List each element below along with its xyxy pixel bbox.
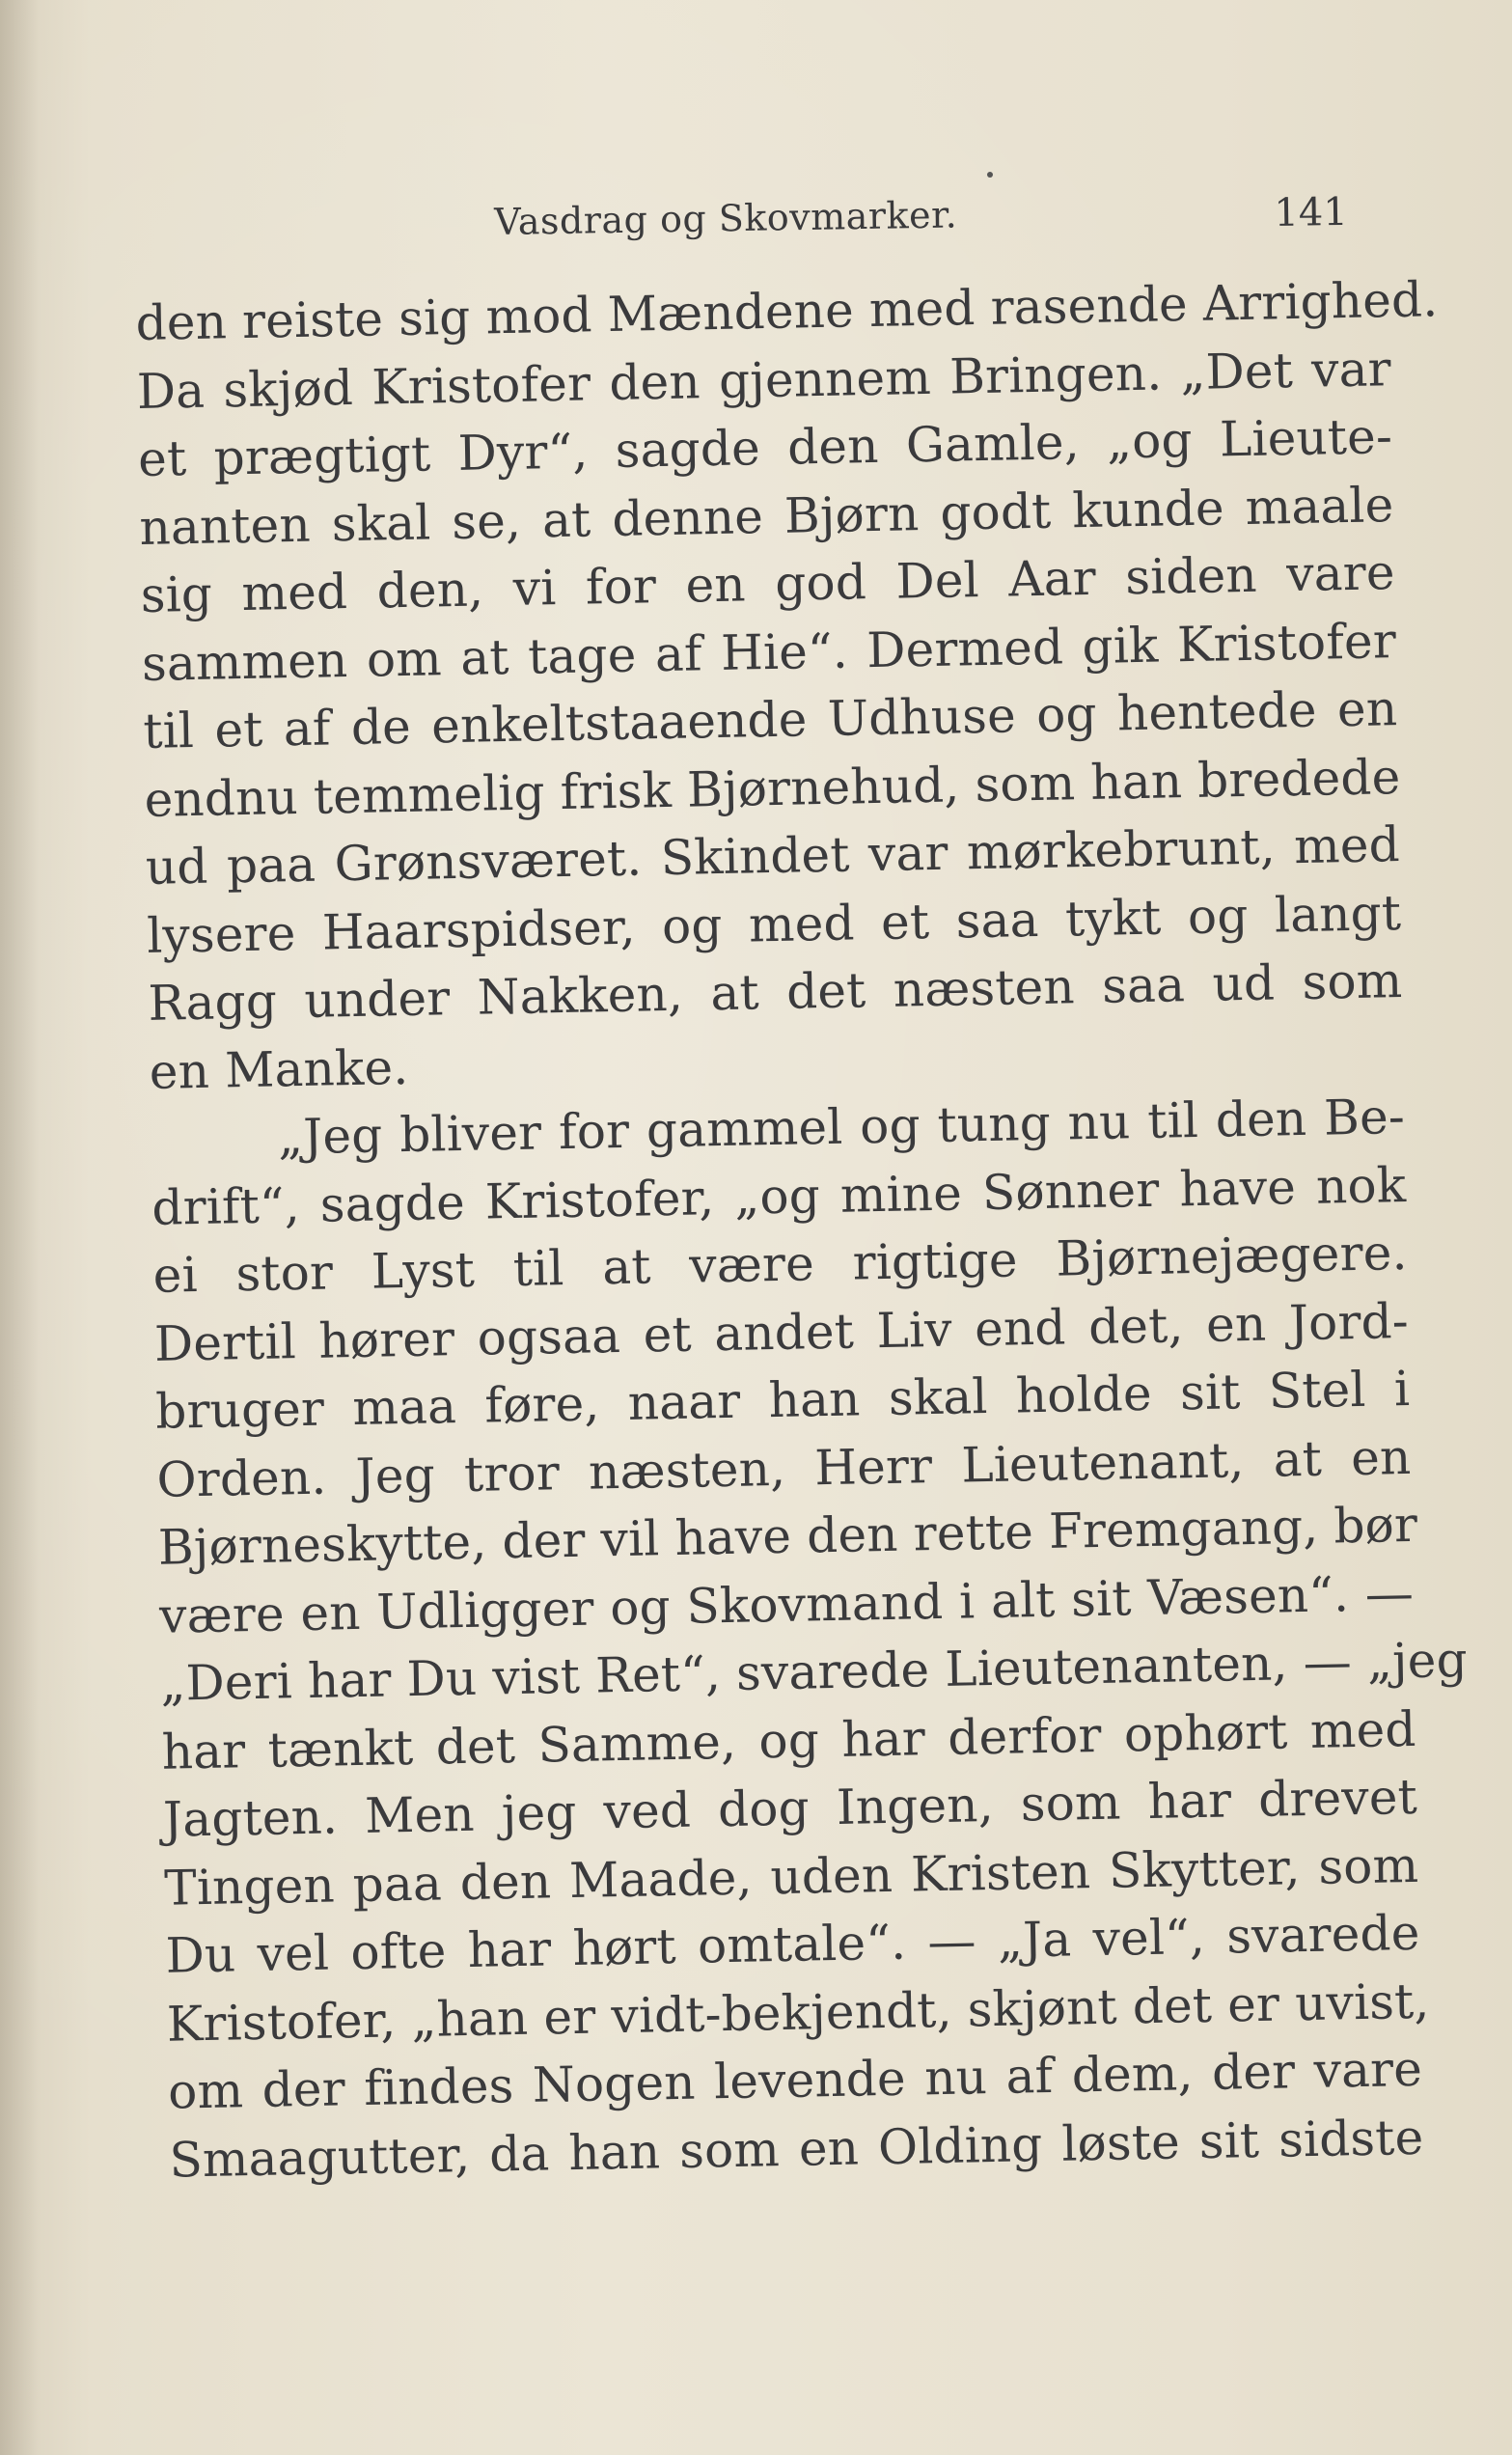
page-number: 141: [1274, 189, 1349, 235]
text-line: Kristofer, „han er vidt-bekjendt, skjønt det er uvist,: [166, 1972, 1430, 2053]
page-header: [0, 191, 1512, 249]
text-line: et prægtigt Dyr“, sagde den Gamle, „og Lieute-: [137, 408, 1393, 487]
text-line: sig med den, vi for en god Del Aar siden vare: [140, 544, 1396, 623]
text-line: sammen om at tage af Hie“. Dermed gik Kristofer: [141, 612, 1397, 692]
text-line: den reiste sig mod Mændene med rasende Arrighed.: [135, 271, 1439, 351]
text-line: Bjørneskytte, der vil have den rette Fremgang, bør: [157, 1496, 1418, 1576]
text-line: lysere Haarspidser, og med et saa tykt og langt: [146, 884, 1402, 964]
text-line: ei stor Lyst til at være rigtige Bjørnejægere.: [152, 1225, 1409, 1304]
text-line: Jagten. Men jeg ved dog Ingen, som har drevet: [162, 1768, 1418, 1848]
paragraph-end-line: en Manke.: [149, 1038, 409, 1100]
text-line: Smaagutter, da han som en Olding løste sit sidste: [168, 2109, 1424, 2189]
ink-speck: [987, 172, 993, 178]
text-line: om der findes Nogen levende nu af dem, der vare: [167, 2040, 1423, 2120]
text-line: til et af de enkeltstaaende Udhuse og hentede en: [142, 680, 1398, 759]
text-line: Du vel ofte har hørt omtale“. — „Ja vel“, svarede: [165, 1904, 1420, 1984]
text-line: Dertil hører ogsaa et andet Liv end det, en Jord-: [153, 1292, 1410, 1372]
text-line: har tænkt det Samme, og har derfor ophørt med: [161, 1700, 1417, 1780]
text-line: drift“, sagde Kristofer, „og mine Sønner have nok: [151, 1156, 1407, 1236]
text-line: Da skjød Kristofer den gjennem Bringen. „Det var: [136, 340, 1392, 420]
paragraph-start-line: „Jeg bliver for gammel og tung nu til den Be-: [277, 1089, 1406, 1166]
text-line: være en Udligger og Skovmand i alt sit Væsen“. —: [158, 1564, 1415, 1644]
text-line: endnu temmelig frisk Bjørnehud, som han bredede: [144, 748, 1401, 828]
page-gutter-shadow: [0, 0, 39, 2455]
text-line: Ragg under Nakken, at det næsten saa ud som: [148, 952, 1403, 1032]
body-text: [135, 266, 1469, 2193]
running-title: Vasdrag og Skovmarker.: [494, 193, 958, 243]
text-line: bruger maa føre, naar han skal holde sit Stel i: [154, 1360, 1411, 1440]
text-line: Tingen paa den Maade, uden Kristen Skytter, som: [163, 1836, 1419, 1917]
text-line: „Deri har Du vist Ret“, svarede Lieutenanten, — „jeg: [159, 1631, 1469, 1712]
text-line: nanten skal se, at denne Bjørn godt kunde maale: [138, 476, 1394, 556]
text-line: Orden. Jeg tror næsten, Herr Lieutenant, at en: [156, 1428, 1412, 1508]
text-line: ud paa Grønsværet. Skindet var mørkebrunt, med: [145, 816, 1401, 896]
